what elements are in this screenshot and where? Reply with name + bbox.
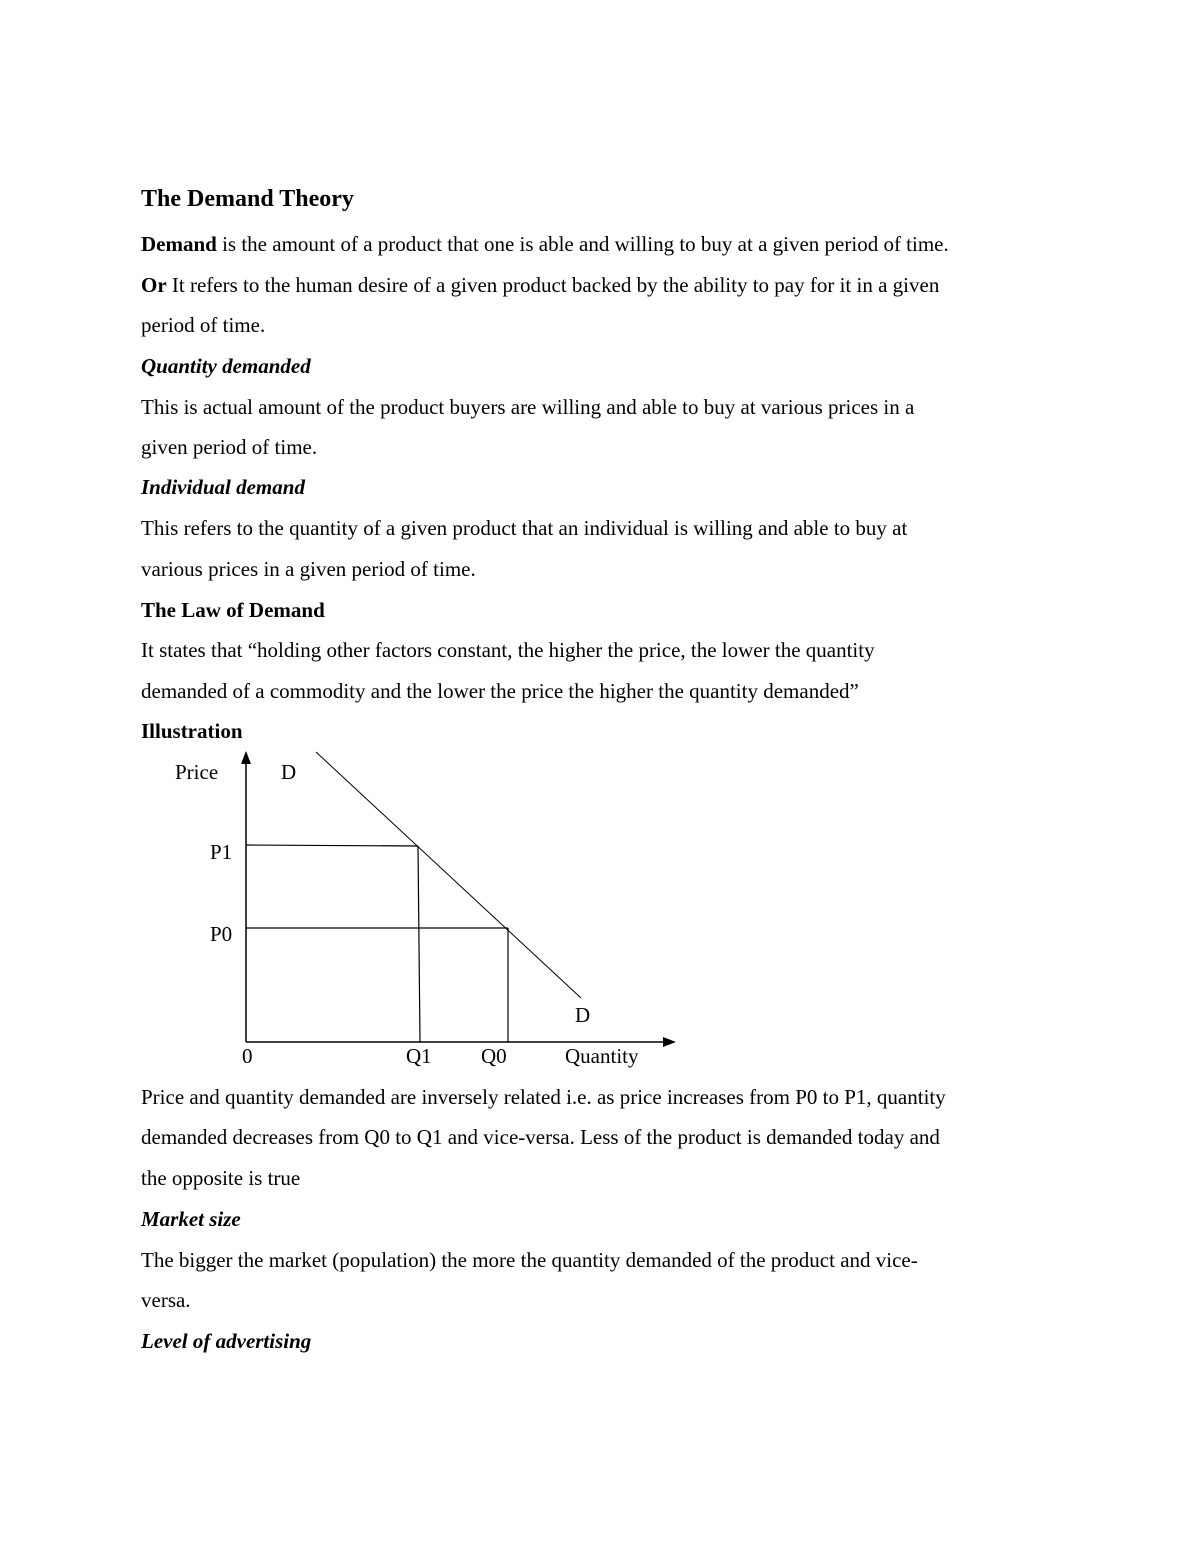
heading-individual-demand: Individual demand [141, 475, 305, 499]
demand-definition-text: is the amount of a product that one is able and willing to buy at a given period of time. [216, 232, 949, 256]
demand-term: Demand [141, 232, 217, 256]
demand-definition-line-2 [141, 272, 939, 298]
heading-market-size: Market size [141, 1207, 241, 1231]
demand-definition-alt-text: It refers to the human desire of a given product backed by the ability to pay for it in a given [166, 273, 940, 297]
price-axis-arrow-icon [241, 751, 251, 764]
quantity-axis-label: Quantity [565, 1044, 639, 1068]
p1-guide-line [246, 845, 418, 846]
q0-label: Q0 [481, 1044, 507, 1068]
q1-label: Q1 [406, 1044, 432, 1068]
curve-label-bottom: D [575, 1003, 591, 1027]
page-title: The Demand Theory [141, 186, 354, 212]
quantity-axis-arrow-icon [663, 1037, 676, 1047]
law-of-demand-line-2: demanded of a commodity and the lower the price the higher the quantity demanded” [141, 679, 859, 703]
explanation-line-2: demanded decreases from Q0 to Q1 and vice-versa. Less of the product is demanded today and [141, 1125, 940, 1149]
market-size-line-1: The bigger the market (population) the more the quantity demanded of the product and vice- [141, 1248, 918, 1272]
demand-curve-line [316, 752, 581, 998]
price-axis-label: Price [175, 760, 219, 784]
law-of-demand-line-1: It states that “holding other factors constant, the higher the price, the lower the quantity [141, 638, 875, 662]
origin-label: 0 [242, 1044, 253, 1068]
quantity-demanded-line-1: This is actual amount of the product buyers are willing and able to buy at various prices in a [141, 395, 915, 419]
demand-definition-line-3: period of time. [141, 313, 266, 337]
curve-label-top: D [281, 760, 297, 784]
quantity-demanded-line-2: given period of time. [141, 435, 318, 459]
demand-definition-line-1 [141, 231, 949, 257]
q1-guide-line [418, 846, 420, 1042]
heading-illustration: Illustration [141, 719, 243, 743]
or-label: Or [141, 273, 167, 297]
individual-demand-line-2: various prices in a given period of time. [141, 557, 476, 581]
p1-label: P1 [210, 840, 233, 864]
explanation-line-3: the opposite is true [141, 1166, 301, 1190]
market-size-line-2: versa. [141, 1288, 191, 1312]
explanation-line-1: Price and quantity demanded are inversely related i.e. as price increases from P0 to P1, quantity [141, 1085, 946, 1109]
p0-label: P0 [210, 922, 233, 946]
heading-law-of-demand: The Law of Demand [141, 598, 325, 622]
heading-level-of-advertising: Level of advertising [141, 1329, 312, 1353]
heading-quantity-demanded: Quantity demanded [141, 354, 311, 378]
demand-curve-diagram [160, 745, 690, 1075]
individual-demand-line-1: This refers to the quantity of a given product that an individual is willing and able to buy at [141, 516, 908, 540]
